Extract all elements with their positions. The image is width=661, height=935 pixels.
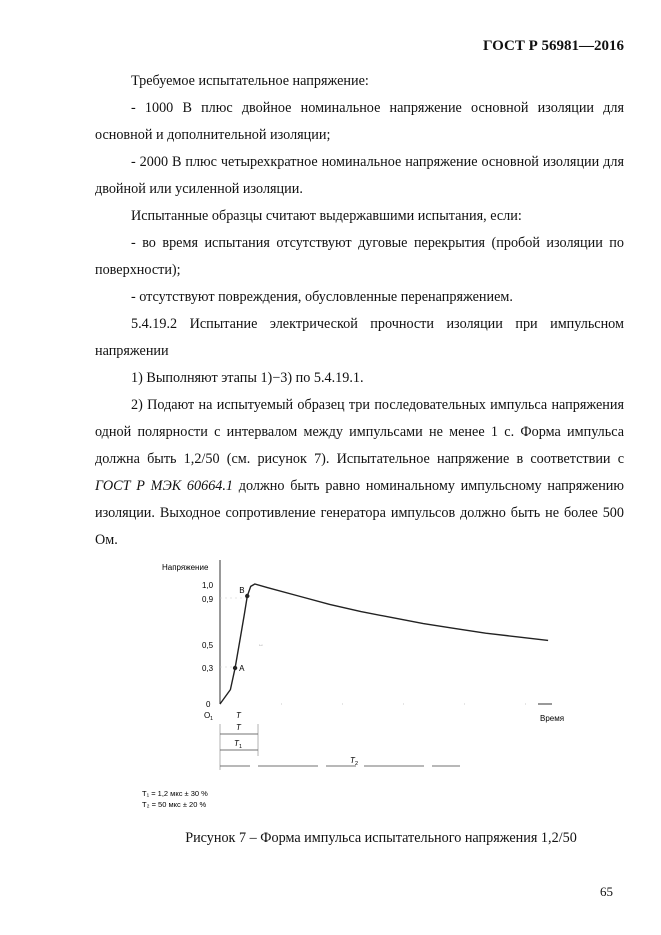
t1-subscript: 1 xyxy=(239,744,243,750)
t2-subscript: 2 xyxy=(355,761,359,767)
paragraph-required-voltage: Требуемое испытательное напряжение: xyxy=(131,73,369,89)
paragraph-step-1: 1) Выполняют этапы 1)−3) по 5.4.19.1. xyxy=(131,370,364,386)
impulse-waveform-figure xyxy=(140,556,590,816)
paragraph-pass-criteria: Испытанные образцы считают выдержавшими испытания, если: xyxy=(131,208,522,224)
y-axis-label: Напряжение xyxy=(162,563,209,572)
impulse-curve xyxy=(220,584,548,704)
origin-label: O xyxy=(204,711,211,720)
paragraph-step-2 xyxy=(95,392,624,554)
note-t1-tolerance: T₁ = 1,2 мкс ± 30 % xyxy=(142,789,208,798)
paragraph-no-flashover: - во время испытания отсутствуют дуговые перекрытия (пробой изоляции по поверхности); xyxy=(95,235,624,278)
paragraph-basic-insulation: - 1000 В плюс двойное номинальное напряжение основной изоляции для основной и дополнительной изоляции; xyxy=(95,100,624,143)
y-tick-0-5: 0,5 xyxy=(202,641,214,650)
y-tick-0-9: 0,9 xyxy=(202,595,214,604)
y-tick-0-3: 0,3 xyxy=(202,664,214,673)
y-tick-1-0: 1,0 xyxy=(202,581,214,590)
paragraph-no-damage: - отсутствуют повреждения, обусловленные перенапряжением. xyxy=(131,289,513,305)
origin-subscript: 1 xyxy=(210,716,214,722)
step-2-text-a: 2) Подают на испытуемый образец три последовательных импульса напряжения одной полярности с интервалом между импульсами не менее 1 с. Форма импульса должна быть 1,2/50 (см. рисунок 7). Испытательное напряжение в соответствии с xyxy=(95,397,624,467)
point-a-label: A xyxy=(239,664,245,673)
figure-caption: Рисунок 7 – Форма импульса испытательного напряжения 1,2/50 xyxy=(185,830,577,846)
standard-reference: ГОСТ Р МЭК 60664.1 xyxy=(95,478,234,494)
page-number: 65 xyxy=(600,884,613,899)
point-b-marker xyxy=(245,594,249,598)
t1-label: T xyxy=(234,739,239,748)
point-a-marker xyxy=(233,666,237,670)
t2-label: T xyxy=(350,756,355,765)
document-header: ГОСТ Р 56981—2016 xyxy=(482,38,624,54)
step-2-text-b: должно быть равно номинальному импульсному напряжению изоляции. Выходное сопротивление генератора импульсов должно быть не более 500 Ом. xyxy=(95,478,624,548)
point-b-label: B xyxy=(239,586,245,595)
x-axis-label: Время xyxy=(540,714,565,723)
half-level-marker: ↔ xyxy=(258,642,264,648)
t-label-2: T xyxy=(236,723,241,732)
paragraph-section-heading: 5.4.19.2 Испытание электрической прочности изоляции при импульсном напряжении xyxy=(95,316,624,359)
note-t2-tolerance: T₂ = 50 мкс ± 20 % xyxy=(142,800,207,809)
y-tick-0: 0 xyxy=(206,700,211,709)
t-label-1: T xyxy=(236,711,241,720)
paragraph-double-insulation: - 2000 В плюс четырехкратное номинальное напряжение основной изоляции для двойной или усиленной изоляции. xyxy=(95,154,624,197)
